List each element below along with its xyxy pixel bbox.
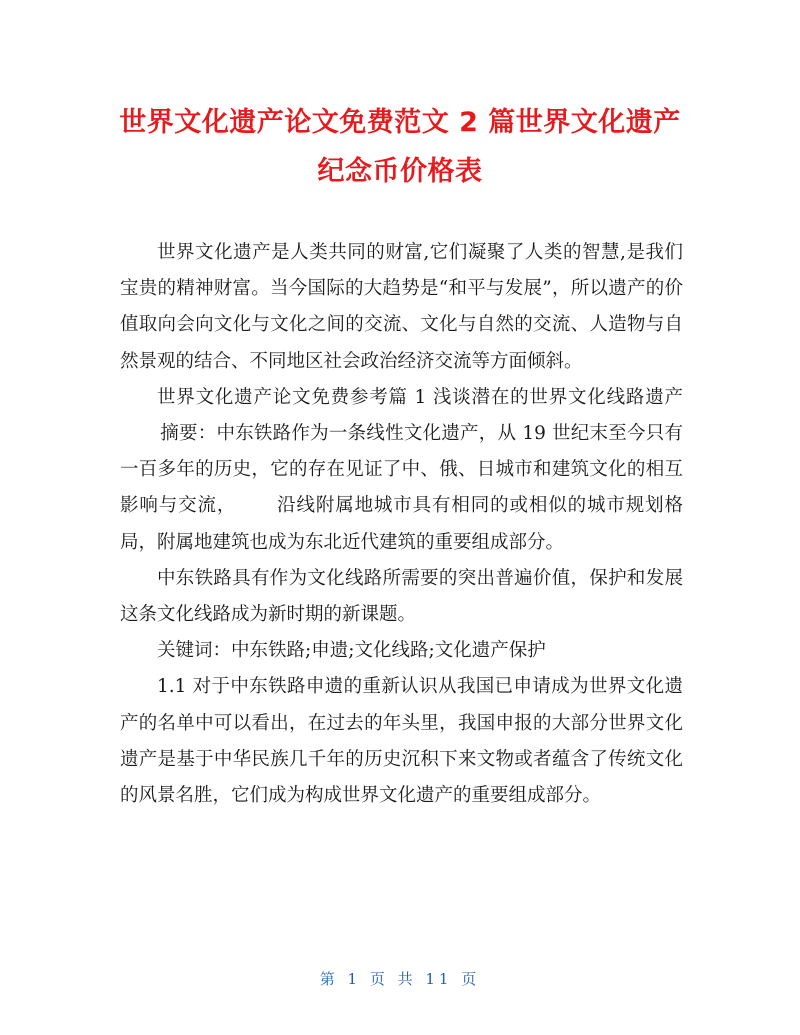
article-paragraph <box>120 380 683 561</box>
value-paragraph: 中东铁路具有作为文化线路所需要的突出普遍价值，保护和发展这条文化线路成为新时期的新课题。 <box>120 567 683 626</box>
document-body <box>120 235 683 814</box>
title-line-1: 世界文化遗产论文免费范文 2 篇世界文化遗产 <box>119 107 681 138</box>
section-paragraph: 1.1 对于中东铁路申遗的重新认识从我国已申请成为世界文化遗产的名单中可以看出，在过去的年头里，我国申报的大部分世界文化遗产是基于中华民族几千年的历史沉积下来文物或者蕴含了传统文化的风景名胜，它们成为构成世界文化遗产的重要组成部分。 <box>120 676 683 807</box>
abstract-continued: 沿线附属地城市具有相同的或相似的城市规划格局，附属地建筑也成为东北近代建筑的重要组成部分。 <box>120 495 683 553</box>
abstract-text: 摘要：中东铁路作为一条线性文化遗产，从 19 世纪末至今只有一百多年的历史，它的存在见证了中、俄、日城市和建筑文化的相互影响与交流， <box>120 423 683 517</box>
intro-paragraph: 世界文化遗产是人类共同的财富,它们凝聚了人类的智慧,是我们宝贵的精神财富。当今国际的大趋势是“和平与发展”，所以遗产的价值取向会向文化与文化之间的交流、文化与自然的交流、人造物与自然景观的结合、不同地区社会政治经济交流等方面倾斜。 <box>120 242 683 372</box>
page-footer: 第 1 页 共 11 页 <box>319 970 481 988</box>
title-line-2: 纪念币价格表 <box>317 156 483 187</box>
document-title <box>100 98 700 196</box>
keywords-paragraph: 关键词：中东铁路;申遗;文化线路;文化遗产保护 <box>157 640 546 662</box>
article-heading: 世界文化遗产论文免费参考篇 1 浅谈潜在的世界文化线路遗产 <box>157 386 683 408</box>
